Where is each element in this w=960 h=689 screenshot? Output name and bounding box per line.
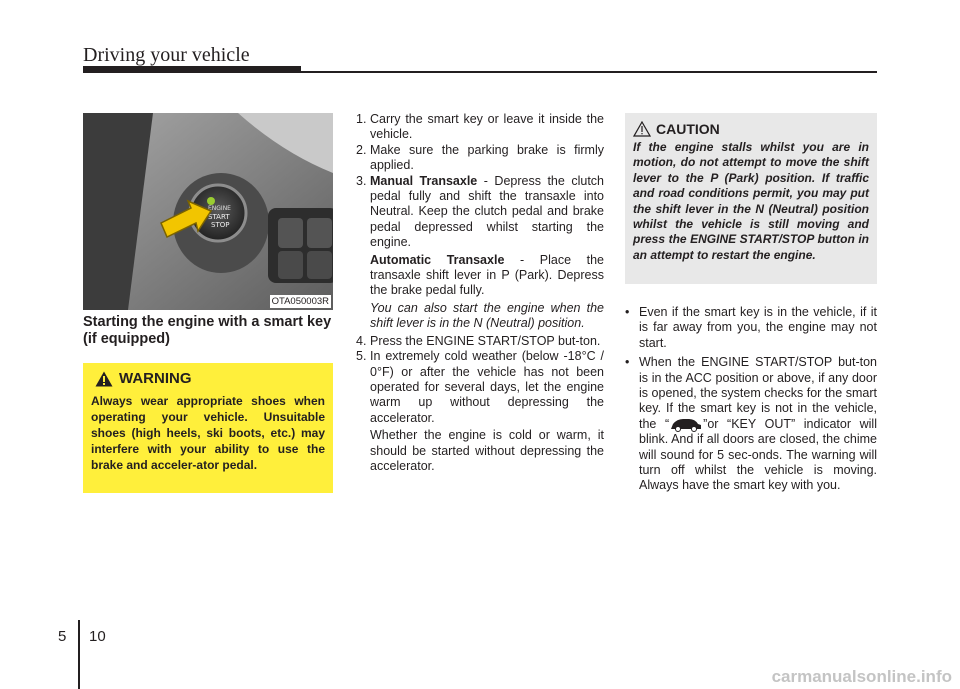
warm-up-note: Whether the engine is cold or warm, it should be started without depressing the accelerator. (370, 428, 604, 473)
bullet-dot: • (625, 305, 630, 319)
step-number: 3. (356, 173, 367, 188)
step-number: 2. (356, 142, 367, 157)
warning-text: Always wear appropriate shoes when operating your vehicle. Unsuitable shoes (high heels, ski boots, etc.) may interfere with your ability to use the brake and acceler-ator pedal. (91, 394, 325, 472)
photo-code: OTA050003R (271, 296, 329, 307)
caution-title: CAUTION (656, 121, 720, 137)
step-3 (356, 174, 604, 251)
warning-box (83, 363, 333, 493)
bullet-text: Even if the smart key is in the vehicle, if it is far away from you, the engine may not start. (639, 305, 877, 350)
caution-text: If the engine stalls whilst you are in motion, do not attempt to move the shift lever to the P (Park) position. If traffic and road conditions permit, you may put the shift lever in the N (Neutral) position whilst the vehicle is still moving and press the ENGINE START/STOP button in an attempt to restart the engine. (633, 140, 869, 262)
footer-section-number: 5 (58, 628, 67, 645)
step-text: Make sure the parking brake is firmly applied. (370, 142, 604, 173)
step-1 (356, 112, 604, 143)
footer-rule (78, 620, 80, 689)
caution-triangle-icon (633, 121, 651, 137)
bullet-text (639, 355, 877, 494)
automatic-transaxle-para (370, 253, 604, 299)
step-number: 1. (356, 112, 367, 126)
notes-column (625, 305, 877, 498)
bullet-item (625, 355, 877, 494)
start-button-illustration (83, 113, 333, 310)
svg-text:STOP: STOP (211, 221, 230, 229)
bullet-dot: • (625, 355, 630, 370)
automatic-transaxle-text: - Place the transaxle shift lever in P (Park). Depress the brake pedal fully. (370, 252, 604, 298)
step-4 (356, 334, 604, 349)
neutral-note: You can also start the engine when the shift lever is in the N (Neutral) position. (370, 300, 604, 331)
bullet-text-after: ”or “KEY OUT” indicator will blink. And if all doors are closed, the chime will sound for 5 sec-onds. The warning will turn off whilst the vehicle is moving. Always have the smart key with you. (639, 416, 877, 493)
svg-text:ENGINE: ENGINE (208, 205, 231, 212)
svg-text:START: START (208, 213, 230, 221)
page-header-title: Driving your vehicle (83, 44, 250, 66)
section-heading: Starting the engine with a smart key (if equipped) (83, 314, 332, 347)
step-number: 4. (356, 333, 367, 348)
start-button-photo (83, 113, 333, 310)
car-key-out-icon (669, 418, 703, 432)
bullet-text-before: When the ENGINE START/STOP but-ton is in the ACC position or above, if any door is opened, the system checks for the smart key. If the smart key is not in the vehicle, the “ (639, 355, 877, 431)
step-text (370, 174, 604, 251)
step-number: 5. (356, 349, 367, 364)
step-2 (356, 143, 604, 174)
step-text: In extremely cold weather (below -18°C / 0°F) or after the vehicle has not been operated for several days, let the engine warm up without depressing the accelerator. (370, 349, 604, 425)
step-text: Press the ENGINE START/STOP but-ton. (370, 333, 601, 348)
header-rule-thick (83, 66, 301, 73)
steps-column (356, 112, 604, 474)
footer-page-number: 10 (89, 628, 106, 645)
watermark: carmanualsonline.info (771, 667, 952, 686)
manual-transaxle-label: Manual Transaxle (370, 173, 478, 188)
warning-title: WARNING (119, 370, 192, 387)
header-rule-thin (301, 71, 877, 73)
automatic-transaxle-label: Automatic Transaxle (370, 252, 505, 267)
warning-triangle-icon (95, 371, 113, 387)
manual-transaxle-text: - Depress the clutch pedal fully and shift the transaxle into Neutral. Keep the clutch pedal and brake pedal depressed whilst starting the engine. (370, 173, 604, 250)
step-5 (356, 349, 604, 426)
bullet-item (625, 305, 877, 351)
caution-box (625, 113, 877, 284)
step-text: Carry the smart key or leave it inside the vehicle. (370, 112, 604, 142)
